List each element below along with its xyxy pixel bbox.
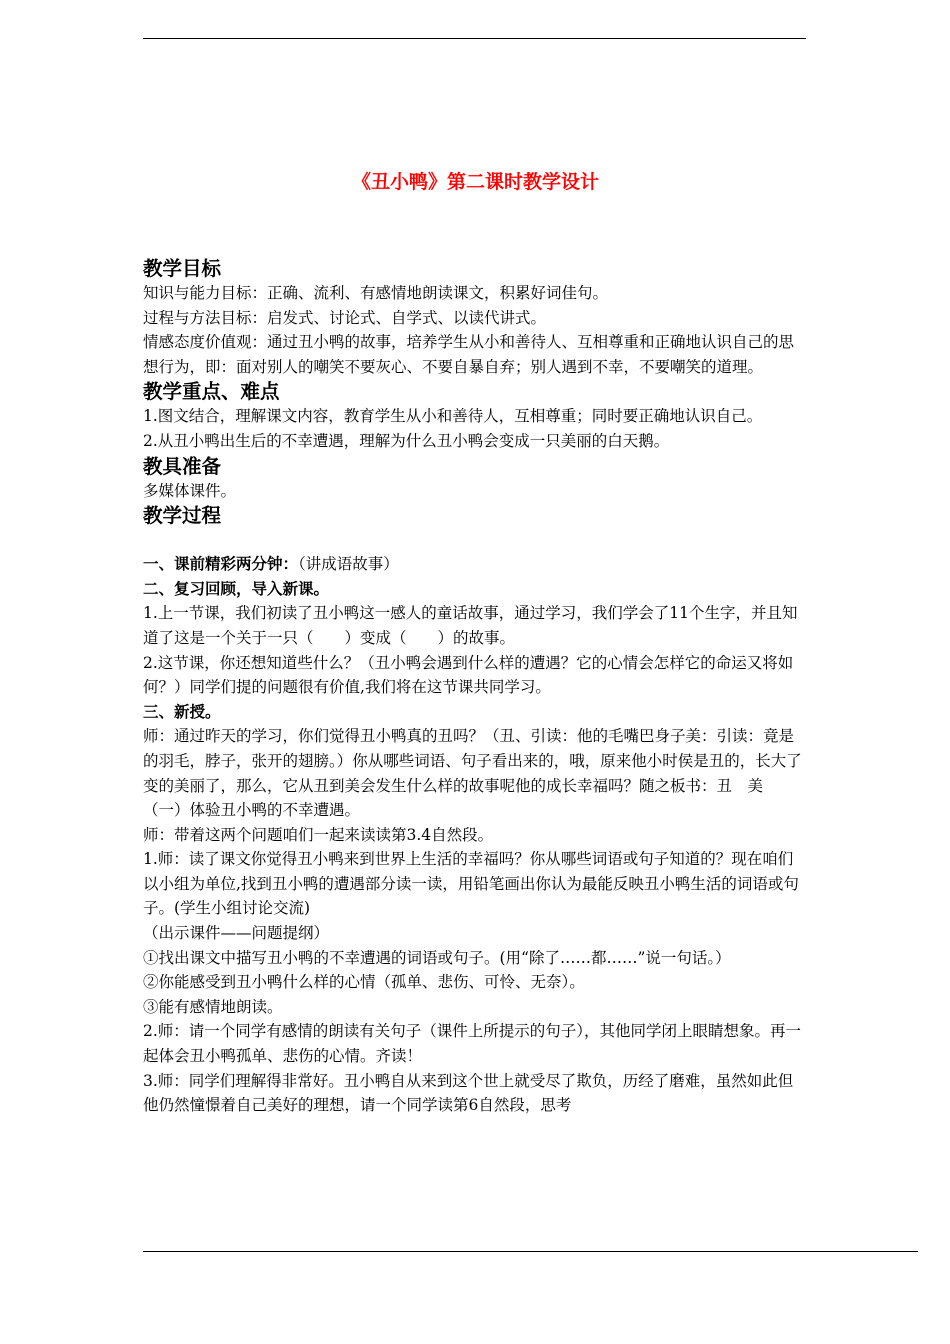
step-3-line: ②你能感受到丑小鸭什么样的心情（孤单、悲伤、可怜、无奈）。 (143, 973, 585, 992)
heading-key-points: 教学重点、难点 (143, 380, 280, 404)
step-3-line: 师：带着这两个问题咱们一起来读读第3.4自然段。 (143, 825, 494, 844)
heading-goals: 教学目标 (143, 257, 222, 280)
key-point-line: 2.从丑小鸭出生后的不幸遭遇，理解为什么丑小鸭会变成一只美丽的白天鹅。 (143, 431, 670, 450)
step-3-title: 三、新授。 (143, 702, 221, 721)
step-1 (143, 552, 808, 577)
goal-line: 过程与方法目标：启发式、讨论式、自学式、以读代讲式。 (143, 308, 547, 327)
key-point-line: 1.图文结合，理解课文内容，教育学生从小和善待人，互相尊重；同时要正确地认识自己。 (143, 407, 763, 426)
heading-materials: 教具准备 (143, 454, 222, 478)
goal-line: 知识与能力目标：正确、流利、有感情地朗读课文，积累好词佳句。 (143, 284, 609, 302)
step-3-line: ③能有感情地朗读。 (143, 997, 283, 1016)
step-3-line: （出示课件——问题提纲） (143, 924, 330, 943)
document-body (143, 168, 808, 1118)
page-title: 《丑小鸭》第二课时教学设计 (351, 171, 599, 193)
materials-line: 多媒体课件。 (143, 481, 237, 500)
spacer (143, 528, 808, 552)
step-2-title: 二、复习回顾，导入新课。 (143, 579, 330, 598)
goal-line: 情感态度价值观：通过丑小鸭的故事，培养学生从小和善待人、互相尊重和正确地认识自己的思想行为，即：面对别人的嘲笑不要灰心、不要自暴自弃；别人遇到不幸，不要嘲笑的道理。 (143, 333, 795, 376)
step-2-line: 2.这节课，你还想知道些什么？（丑小鸭会遇到什么样的遭遇？它的心情会怎样它的命运又将如何？）同学们提的问题很有价值,我们将在这节课共同学习。 (143, 653, 794, 697)
step-3-line: 1.师：读了课文你觉得丑小鸭来到世界上生活的幸福吗？你从哪些词语或句子知道的？现在咱们以小组为单位,找到丑小鸭的遭遇部分读一读，用铅笔画出你认为最能反映丑小鸭生活的词语或句子。(学生小组讨论交流) (143, 850, 799, 918)
footer-rule (143, 1251, 918, 1252)
step-3-line: 师：通过昨天的学习，你们觉得丑小鸭真的丑吗？（丑、引读：他的毛嘴巴身子美：引读：竟是的羽毛，脖子，张开的翅膀。）你从哪些词语、句子看出来的，哦，原来他小时侯是丑的，长大了变的美丽了，那么，它从丑到美会发生什么样的故事呢他的成长幸福吗？随之板书：丑 美 (143, 727, 802, 795)
step-1-title: 一、课前精彩两分钟： (143, 555, 299, 574)
step-3-line: ①找出课文中描写丑小鸭的不幸遭遇的词语或句子。(用“除了……都……”说一句话。） (143, 948, 731, 967)
step-1-note: （讲成语故事） (298, 555, 399, 574)
step-3-line: 3.师：同学们理解得非常好。丑小鸭自从来到这个世上就受尽了欺负，历经了磨难，虽然如此但他仍然憧憬着自己美好的理想，请一个同学读第6自然段，思考 (143, 1071, 794, 1115)
step-3-line: （一）体验丑小鸭的不幸遭遇。 (143, 801, 361, 820)
step-3-line: 2.师：请一个同学有感情的朗读有关句子（课件上所提示的句子），其他同学闭上眼睛想象。再一起体会丑小鸭孤单、悲伤的心情。齐读！ (143, 1022, 802, 1066)
heading-process: 教学过程 (143, 504, 222, 528)
header-rule (143, 38, 806, 39)
step-2-line: 1.上一节课，我们初读了丑小鸭这一感人的童话故事，通过学习，我们学会了11个生字，并且知道了这是一个关于一只（ ）变成（ ）的故事。 (143, 604, 798, 647)
